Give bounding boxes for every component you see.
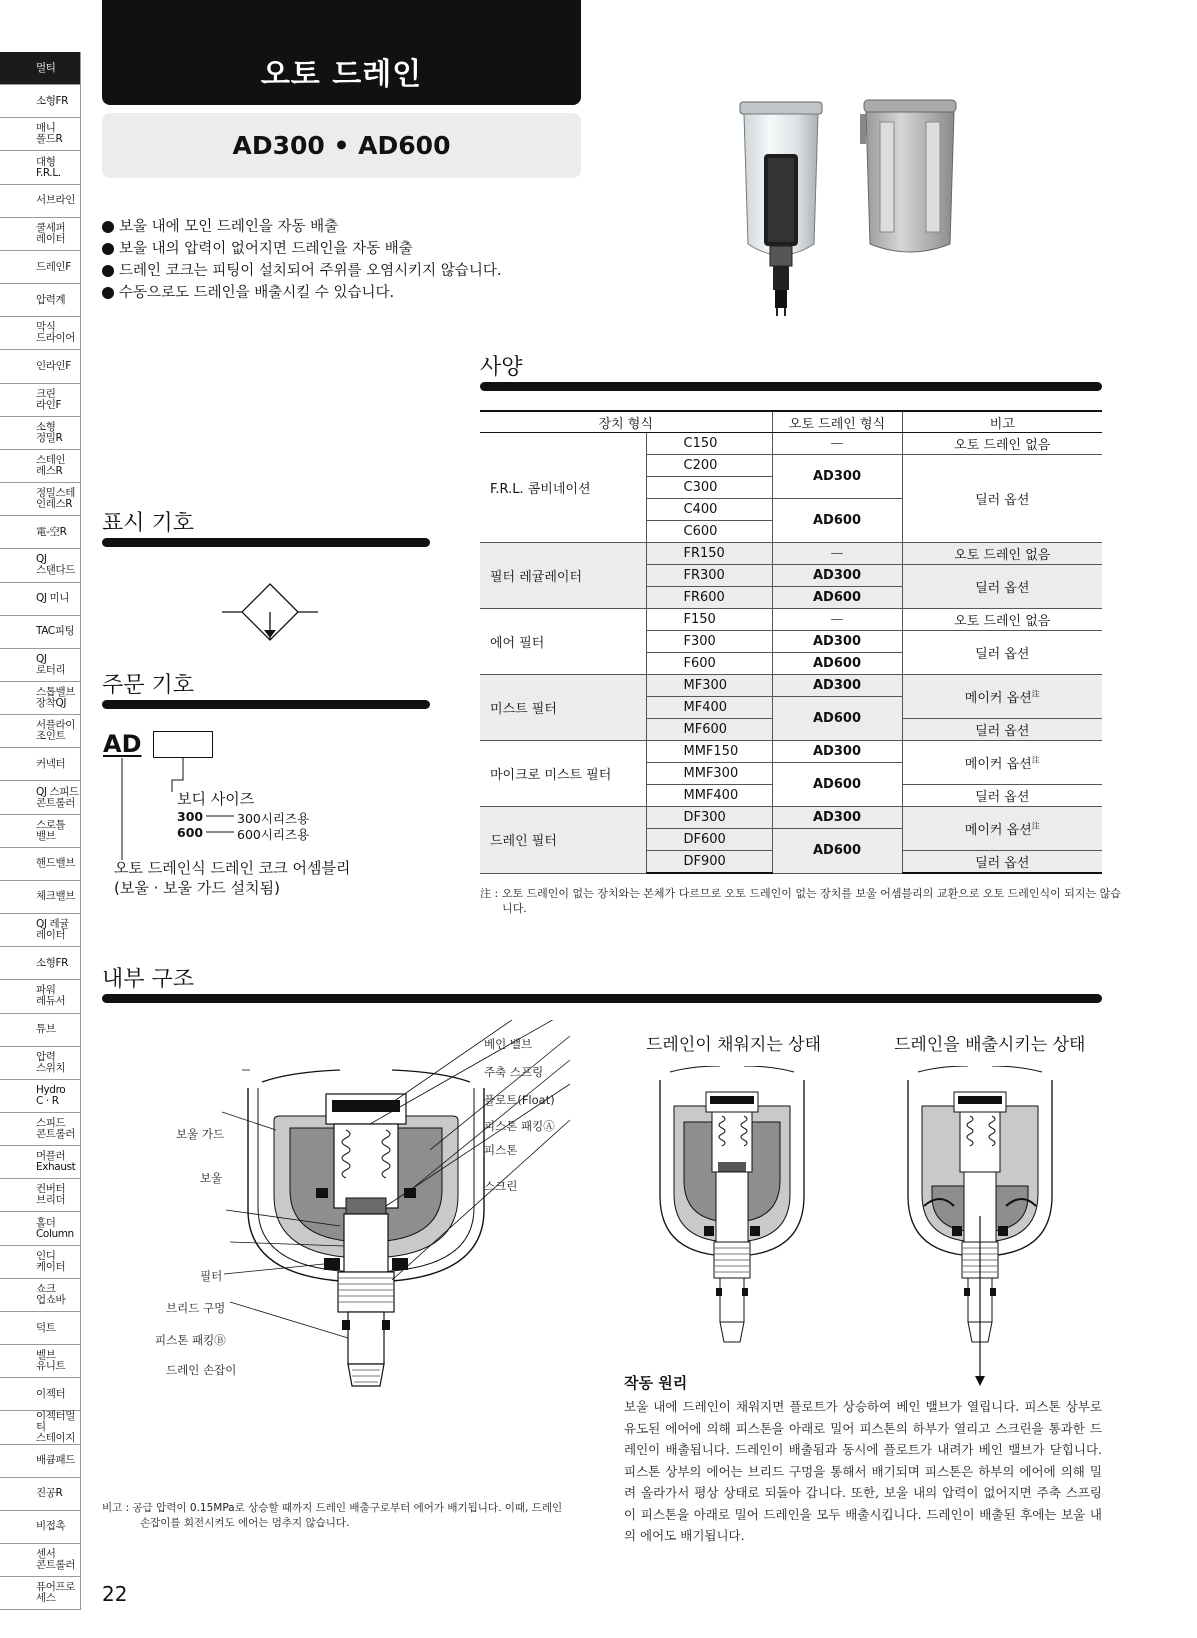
auto-drain-cell: — — [772, 609, 902, 631]
part-label-bowl-guard: 보울 가드 — [176, 1127, 225, 1141]
side-tab[interactable]: 스테인 레스R — [0, 449, 80, 482]
side-tab[interactable]: QJ 로터리 — [0, 648, 80, 681]
auto-drain-cell: AD600 — [772, 653, 902, 675]
auto-drain-cell: AD600 — [772, 697, 902, 741]
model-cell: C150 — [646, 433, 772, 455]
auto-drain-cell: AD300 — [772, 741, 902, 763]
side-tab[interactable]: 퓨어프로 세스 — [0, 1576, 80, 1610]
remarks-cell: 메이커 옵션$^注$ — [902, 675, 1102, 719]
symbol-heading-rule — [102, 538, 430, 547]
page-title: 오토 드레인 — [260, 57, 423, 92]
structure-heading-rule — [102, 994, 1102, 1003]
model-cell: FR600 — [646, 587, 772, 609]
drain-symbol-icon — [220, 580, 320, 646]
side-tab[interactable]: 비접촉 — [0, 1510, 80, 1543]
part-label-vane-valve: 베인 밸브 — [484, 1037, 533, 1051]
group-cell: 필터 레귤레이터 — [480, 543, 646, 609]
side-tab[interactable]: 정밀스테 인레스R — [0, 482, 80, 515]
product-photo — [730, 94, 990, 340]
table-row — [480, 741, 1102, 763]
bullet-icon — [102, 265, 114, 277]
auto-drain-cell: AD600 — [772, 587, 902, 609]
model-cell: C200 — [646, 455, 772, 477]
part-label-bleed-hole: 브리드 구멍 — [166, 1301, 226, 1315]
auto-drain-cell: — — [772, 433, 902, 455]
side-tab[interactable]: 스피드 콘트롤러 — [0, 1112, 80, 1145]
remarks-cell: 메이커 옵션$^注$ — [902, 741, 1102, 785]
table-row — [480, 675, 1102, 697]
part-label-filter: 필터 — [200, 1269, 223, 1283]
auto-drain-cell: AD300 — [772, 631, 902, 653]
side-tab[interactable]: 진공R — [0, 1477, 80, 1510]
model-cell: FR300 — [646, 565, 772, 587]
draining-state-drawing — [900, 1066, 1060, 1392]
remarks-cell: 오토 드레인 없음 — [902, 433, 1102, 455]
col-header-auto-drain: 오토 드레인 형식 — [772, 411, 902, 433]
feature-list — [102, 216, 602, 304]
model-cell: MMF150 — [646, 741, 772, 763]
model-cell: DF600 — [646, 829, 772, 851]
auto-drain-cell: AD600 — [772, 829, 902, 874]
model-cell: DF300 — [646, 807, 772, 829]
side-tab[interactable]: 電-空R — [0, 515, 80, 548]
table-row — [480, 433, 1102, 455]
side-tab[interactable]: 압력계 — [0, 283, 80, 316]
remarks-cell: 딜러 옵션 — [902, 565, 1102, 609]
side-tab[interactable]: 컨버터 브리더 — [0, 1178, 80, 1211]
principle-title: 작동 원리 — [624, 1374, 688, 1392]
auto-drain-cell: AD300 — [772, 675, 902, 697]
model-cell: MF300 — [646, 675, 772, 697]
side-tab[interactable]: 소형FR — [0, 946, 80, 979]
auto-drain-cell: AD600 — [772, 499, 902, 543]
side-tab[interactable]: QJ 레귤 레이터 — [0, 913, 80, 946]
side-tab[interactable]: 핸드밸브 — [0, 847, 80, 880]
group-cell: 드레인 필터 — [480, 807, 646, 874]
table-row — [480, 609, 1102, 631]
remarks-cell: 딜러 옵션 — [902, 851, 1102, 874]
spec-heading: 사양 — [480, 355, 523, 380]
table-row — [480, 807, 1102, 829]
remarks-cell: 딜러 옵션 — [902, 785, 1102, 807]
side-tab[interactable]: 드레인F — [0, 250, 80, 283]
model-cell: C400 — [646, 499, 772, 521]
part-label-drain-knob: 드레인 손잡이 — [166, 1363, 237, 1377]
side-tab[interactable]: 머플러 Exhaust — [0, 1145, 80, 1178]
principle-body: 보울 내에 드레인이 채워지면 플로트가 상승하여 베인 밸브가 열립니다. 피스톤 상부로 유도된 에어에 의해 피스톤을 아래로 밀어 피스톤의 하부가 열리고 스크린을 통과한 드레인이 배출됩니다. 드레인이 배출됨과 동시에 플로트가 내려가 베인 밸브가 닫힙니다. 피스톤 상부의 에어는 브리드 구멍을 통해서 배기되며 피스톤은 하부의 에어에 의해 밀려 올라가서 평상 상태로 되돌아 갑니다. 또한, 보울 내의 압력이 없어지면 주축 스프링이 피스톤을 아래로 밀어 드레인을 모두 배출시킵니다. 드레인이 배출된 후에는 보울 내의 에어도 배기됩니다. — [624, 1399, 1102, 1543]
auto-drain-cell: AD300 — [772, 807, 902, 829]
side-tab[interactable]: 소형FR — [0, 84, 80, 117]
model-cell: F150 — [646, 609, 772, 631]
side-tab[interactable]: QJ 스탠다드 — [0, 548, 80, 581]
side-tab[interactable]: 이젝터멀티 스테이지 — [0, 1410, 80, 1443]
order-heading: 주문 기호 — [102, 673, 195, 698]
side-tab[interactable]: QJ 스피드 콘트롤러 — [0, 780, 80, 813]
assembly-desc: 오토 드레인식 드레인 코크 어셈블리 — [114, 859, 351, 877]
size-desc: 600시리즈용 — [237, 827, 310, 842]
remarks-cell: 오토 드레인 없음 — [902, 609, 1102, 631]
body-size-label: 보디 사이즈 — [177, 790, 255, 808]
bullet-icon — [102, 243, 114, 255]
model-cell: F300 — [646, 631, 772, 653]
size-desc: 300시리즈용 — [237, 811, 310, 826]
feature-item: 수동으로도 드레인을 배출시킬 수 있습니다. — [102, 282, 602, 304]
side-tab[interactable]: 배큠패드 — [0, 1444, 80, 1477]
model-cell: DF900 — [646, 851, 772, 874]
model-cell: F600 — [646, 653, 772, 675]
structure-note: 비고 : 공급 압력이 0.15MPa로 상승할 때까지 드레인 배출구로부터 에어가 배기됩니다. 이때, 드레인 손잡이를 회전시켜도 에어는 멈추지 않습니다. — [102, 1502, 563, 1529]
side-tab[interactable]: 스톱밸브 장착QJ — [0, 681, 80, 714]
part-label-screen: 스크린 — [484, 1179, 518, 1193]
auto-drain-cell: AD300 — [772, 455, 902, 499]
remarks-cell: 딜러 옵션 — [902, 719, 1102, 741]
side-tab[interactable]: 멀티 — [0, 52, 80, 84]
remarks-cell: 메이커 옵션$^注$ — [902, 807, 1102, 851]
model-cell: MF400 — [646, 697, 772, 719]
side-tab[interactable]: 소형 정밀R — [0, 416, 80, 449]
side-tab[interactable]: 매니 폴드R — [0, 117, 80, 150]
size-code: 600 — [177, 825, 204, 840]
model-cell: FR150 — [646, 543, 772, 565]
side-tab[interactable]: 센서 콘트롤러 — [0, 1543, 80, 1576]
side-index-tabs — [0, 52, 81, 1610]
remarks-cell: 딜러 옵션 — [902, 631, 1102, 675]
side-tab[interactable]: 크린 라인F — [0, 383, 80, 416]
spec-table — [480, 410, 1102, 874]
feature-item: 보울 내의 압력이 없어지면 드레인을 자동 배출 — [102, 238, 602, 260]
page-number: 22 — [102, 1582, 128, 1606]
model-numbers: AD300 • AD600 — [232, 131, 451, 160]
bullet-icon — [102, 221, 114, 233]
order-code-prefix: AD — [103, 730, 142, 758]
size-code: 300 — [177, 809, 204, 824]
state-title-draining: 드레인을 배출시키는 상태 — [894, 1035, 1086, 1055]
model-cell: MMF400 — [646, 785, 772, 807]
side-tab[interactable]: QJ 미니 — [0, 582, 80, 615]
feature-item: 보울 내에 모인 드레인을 자동 배출 — [102, 216, 602, 238]
side-tab[interactable]: 튜브 — [0, 1013, 80, 1046]
side-tab[interactable]: Hydro C · R — [0, 1079, 80, 1112]
spec-footnote: 注 : 오토 드레인이 없는 장치와는 본체가 다르므로 오토 드레인이 없는 장치를 보울 어셈블리의 교환으로 오토 드레인식이 되지는 않습니다. — [480, 887, 1121, 915]
side-tab[interactable]: 홀더 Column — [0, 1211, 80, 1244]
side-tab[interactable]: 덕트 — [0, 1311, 80, 1344]
side-tab[interactable]: 서브라인 — [0, 184, 80, 217]
model-cell: MMF300 — [646, 763, 772, 785]
structure-heading: 내부 구조 — [102, 967, 195, 992]
part-label-bowl: 보울 — [200, 1171, 223, 1185]
side-tab[interactable]: 커넥터 — [0, 747, 80, 780]
col-header-remarks: 비고 — [902, 411, 1102, 433]
part-label-piston-packing-a: 피스톤 패킹Ⓐ — [484, 1119, 555, 1133]
side-tab[interactable]: 체크밸브 — [0, 880, 80, 913]
table-header-row — [480, 411, 1102, 433]
group-cell: 미스트 필터 — [480, 675, 646, 741]
order-heading-rule — [102, 700, 430, 709]
side-tab[interactable]: 쿨세퍼 레이터 — [0, 217, 80, 250]
model-cell: MF600 — [646, 719, 772, 741]
col-header-device: 장치 형식 — [480, 411, 772, 433]
remarks-cell: 오토 드레인 없음 — [902, 543, 1102, 565]
part-label-main-spring: 주축 스프링 — [484, 1065, 544, 1079]
table-row — [480, 543, 1102, 565]
part-label-float: 플로트(Float) — [484, 1093, 555, 1107]
filling-state-drawing — [652, 1066, 812, 1362]
group-cell: 마이크로 미스트 필터 — [480, 741, 646, 807]
side-tab[interactable]: 인디 케이터 — [0, 1245, 80, 1278]
side-tab[interactable]: 인라인F — [0, 349, 80, 382]
model-cell: C600 — [646, 521, 772, 543]
auto-drain-cell: AD600 — [772, 763, 902, 807]
symbol-heading: 표시 기호 — [102, 511, 195, 536]
model-banner — [102, 113, 581, 178]
side-tab[interactable]: 파워 레듀서 — [0, 979, 80, 1012]
side-tab[interactable]: 막식 드라이어 — [0, 316, 80, 349]
bullet-icon — [102, 287, 114, 299]
side-tab[interactable]: 이젝터 — [0, 1377, 80, 1410]
spec-heading-rule — [480, 382, 1102, 391]
part-label-piston-packing-b: 피스톤 패킹Ⓑ — [155, 1333, 226, 1347]
part-label-piston: 피스톤 — [484, 1143, 518, 1157]
auto-drain-cell: — — [772, 543, 902, 565]
side-tab[interactable]: 스로틀 밸브 — [0, 814, 80, 847]
state-title-filling: 드레인이 채워지는 상태 — [646, 1035, 822, 1055]
side-tab[interactable]: 서플라이 조인트 — [0, 714, 80, 747]
feature-item: 드레인 코크는 피팅이 설치되어 주위를 오염시키지 않습니다. — [102, 260, 602, 282]
side-tab[interactable]: TAC피팅 — [0, 615, 80, 648]
title-banner — [102, 0, 581, 105]
side-tab[interactable]: 대형 F.R.L. — [0, 150, 80, 183]
group-cell: 에어 필터 — [480, 609, 646, 675]
remarks-cell: 딜러 옵션 — [902, 455, 1102, 543]
side-tab[interactable]: 벨브 유니트 — [0, 1344, 80, 1377]
assembly-desc-sub: (보울 · 보울 가드 설치됨) — [114, 879, 280, 897]
auto-drain-cell: AD300 — [772, 565, 902, 587]
model-cell: C300 — [646, 477, 772, 499]
side-tab[interactable]: 압력 스위치 — [0, 1046, 80, 1079]
group-cell: F.R.L. 콤비네이션 — [480, 433, 646, 543]
side-tab[interactable]: 쇼크 업쇼바 — [0, 1278, 80, 1311]
